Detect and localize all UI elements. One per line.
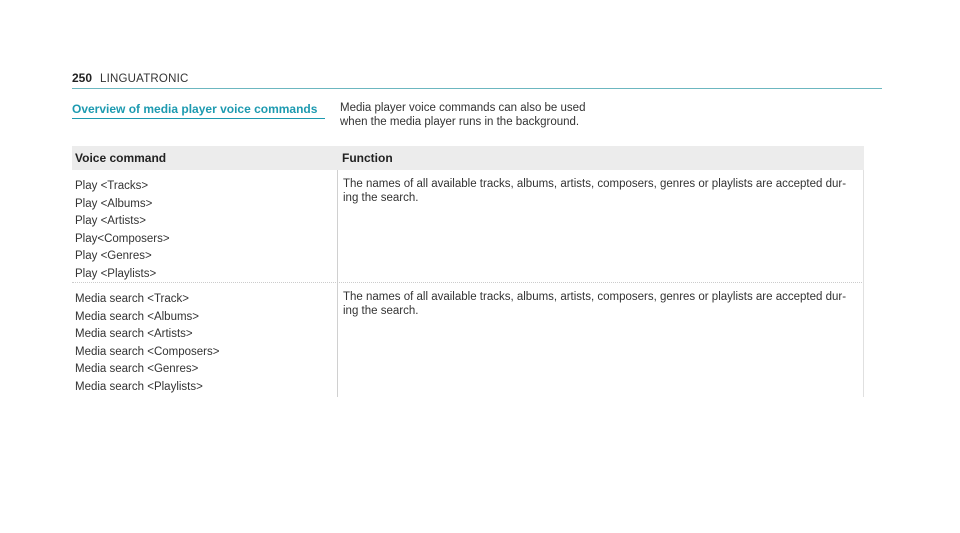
command-search-artists: Media search <Artists> <box>75 328 193 340</box>
section-name: LINGUATRONIC <box>100 73 189 85</box>
page-number: 250 <box>72 71 93 85</box>
table-right-border <box>863 170 864 397</box>
header-function: Function <box>342 151 393 165</box>
command-play-genres: Play <Genres> <box>75 250 152 262</box>
command-play-composers: Play<Composers> <box>75 232 170 245</box>
command-search-albums: Media search <Albums> <box>75 310 200 323</box>
command-cell <box>72 170 338 282</box>
header-voice-command: Voice command <box>75 151 167 165</box>
function-cell <box>338 283 863 397</box>
function-line-2: ing the search. <box>343 191 419 204</box>
function-line-1: The names of all available tracks, albums, artists, composers, genres or playlists are accepted dur- <box>343 178 847 190</box>
voice-command-table <box>72 146 864 397</box>
command-play-artists: Play <Artists> <box>75 215 146 227</box>
intro-line-1: Media player voice commands can also be used <box>340 102 586 114</box>
table-row <box>72 283 864 397</box>
function-line-1: The names of all available tracks, albums, artists, composers, genres or playlists are accepted dur- <box>343 291 847 303</box>
function-cell <box>338 170 863 282</box>
command-search-composers: Media search <Composers> <box>75 345 220 358</box>
section-title: Overview of media player voice commands <box>72 102 325 119</box>
command-search-playlists: Media search <Playlists> <box>75 380 203 393</box>
table-header <box>72 146 864 170</box>
function-line-2: ing the search. <box>343 304 419 317</box>
header-divider <box>72 88 882 89</box>
intro-line-2: when the media player runs in the background. <box>340 115 580 128</box>
intro-text <box>340 102 610 129</box>
table-row <box>72 170 864 282</box>
command-play-albums: Play <Albums> <box>75 197 153 210</box>
page-header <box>72 71 188 85</box>
command-search-track: Media search <Track> <box>75 293 189 305</box>
command-cell <box>72 283 338 397</box>
command-play-tracks: Play <Tracks> <box>75 180 149 192</box>
command-play-playlists: Play <Playlists> <box>75 267 157 280</box>
command-search-genres: Media search <Genres> <box>75 363 199 375</box>
